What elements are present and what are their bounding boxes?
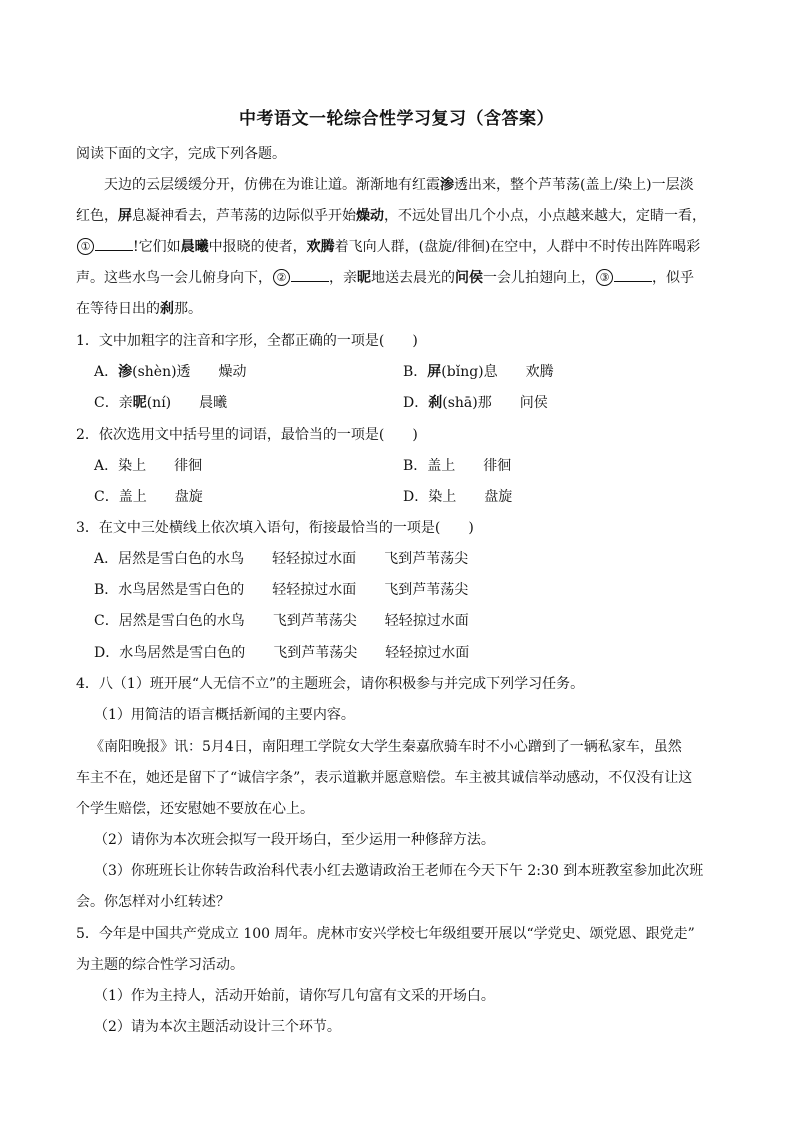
q4-subquestion-2: （2）请你为本次班会拟写一段开场白，至少运用一种修辞方法。 xyxy=(94,832,495,848)
passage-line-2 xyxy=(76,206,706,226)
passage-text: ，不远处冒出几个小点，小点越来越大，定睛一看， xyxy=(384,208,706,224)
q2-option-d: D．染上 盘旋 xyxy=(403,489,513,505)
bold-char: 渗 xyxy=(118,364,133,380)
bold-word: 晨曦 xyxy=(180,239,209,255)
passage-text: ，似乎 xyxy=(652,270,694,286)
passage-text: 中报晓的使者， xyxy=(208,239,307,255)
passage-text: ，亲 xyxy=(329,270,357,286)
q1-option-c xyxy=(94,393,227,413)
bold-char: 屏 xyxy=(427,364,442,380)
passage-line-5 xyxy=(76,299,202,319)
q2-option-a: A．染上 徘徊 xyxy=(94,458,203,474)
bold-char: 刹 xyxy=(160,301,174,317)
intro-instruction: 阅读下面的文字，完成下列各题。 xyxy=(76,146,286,162)
bold-char: 刹 xyxy=(428,395,443,411)
option-label: A． xyxy=(94,364,119,380)
option-text: (shèn)透 燥动 xyxy=(132,364,247,380)
bold-word: 燥动 xyxy=(356,208,384,224)
q3-option-b: B．水鸟居然是雪白色的 轻轻掠过水面 飞到芦苇荡尖 xyxy=(94,582,469,598)
question-5-stem-cont: 为主题的综合性学习活动。 xyxy=(76,957,244,973)
passage-text: 地送去晨光的 xyxy=(371,270,455,286)
passage-text: 着飞向人群，(盘旋/徘徊)在空中，人群中不时传出阵阵喝彩 xyxy=(334,239,701,255)
question-4-stem: 4．八（1）班开展“人无信不立”的主题班会，请你积极参与并完成下列学习任务。 xyxy=(76,676,585,692)
q3-option-c: C．居然是雪白色的水鸟 飞到芦苇荡尖 轻轻掠过水面 xyxy=(94,613,469,629)
q4-news-line-2: 车主不在，她还是留下了“诚信字条”，表示道歉并愿意赔偿。车主被其诚信举动感动，不仅没有让这 xyxy=(76,770,693,786)
question-3-stem: 3．在文中三处横线上依次填入语句，衔接最恰当的一项是( ) xyxy=(76,520,474,536)
bold-char: 渗 xyxy=(440,177,454,193)
passage-line-1 xyxy=(104,175,694,195)
passage-line-4 xyxy=(76,268,694,288)
fill-blank-3 xyxy=(614,269,652,282)
q2-option-c: C．盖上 盘旋 xyxy=(94,489,203,505)
passage-text: 在等待日出的 xyxy=(76,301,160,317)
passage-text: 天边的云层缓缓分开，仿佛在为谁让道。渐渐地有红霞 xyxy=(104,177,440,193)
page-title: 中考语文一轮综合性学习复习（含答案） xyxy=(239,109,554,129)
q4-subquestion-3-cont: 会。你怎样对小红转述？ xyxy=(76,894,230,910)
passage-line-3 xyxy=(76,237,700,257)
q4-subquestion-1: （1）用简洁的语言概括新闻的主要内容。 xyxy=(94,707,355,723)
blank-number-2: ② xyxy=(273,269,290,286)
q3-option-a: A．居然是雪白色的水鸟 轻轻掠过水面 飞到芦苇荡尖 xyxy=(94,551,469,567)
q1-option-a xyxy=(94,362,247,382)
bold-word: 欢腾 xyxy=(306,239,335,255)
q4-news-line-3: 个学生赔偿，还安慰她不要放在心上。 xyxy=(76,801,314,817)
blank-number-3: ③ xyxy=(596,269,613,286)
fill-blank-2 xyxy=(291,269,329,282)
bold-char: 昵 xyxy=(132,395,147,411)
passage-text: !它们如 xyxy=(133,239,181,255)
option-label: B． xyxy=(403,364,428,380)
option-text: (ní) 晨曦 xyxy=(146,395,228,411)
q4-news-line-1: 《南阳晚报》讯：5月4日，南阳理工学院女大学生秦嘉欣骑车时不小心蹭到了一辆私家车，虽然 xyxy=(90,739,682,755)
option-text: (shā)那 问侯 xyxy=(442,395,548,411)
bold-char: 昵 xyxy=(357,270,371,286)
q5-subquestion-1: （1）作为主持人，活动开始前，请你写几句富有文采的开场白。 xyxy=(94,988,495,1004)
question-2-stem: 2．依次选用文中括号里的词语，最恰当的一项是( ) xyxy=(76,427,418,443)
q5-subquestion-2: （2）请为本次主题活动设计三个环节。 xyxy=(94,1019,341,1035)
bold-char: 屏 xyxy=(118,208,132,224)
passage-text: 那。 xyxy=(174,301,202,317)
fill-blank-1 xyxy=(95,238,133,251)
q4-subquestion-3: （3）你班班长让你转告政治科代表小红去邀请政治王老师在今天下午 2:30 到本班教室参加此次班 xyxy=(94,863,704,879)
option-label: C．亲 xyxy=(94,395,133,411)
q1-option-d xyxy=(403,393,548,413)
q3-option-d: D．水鸟居然是雪白色的 飞到芦苇荡尖 轻轻掠过水面 xyxy=(94,645,470,661)
q2-option-b: B．盖上 徘徊 xyxy=(403,458,512,474)
q1-option-b xyxy=(403,362,554,382)
passage-text: 声。这些水鸟一会儿俯身向下， xyxy=(76,270,272,286)
passage-text: 透出来，整个芦苇荡(盖上/染上)一层淡 xyxy=(454,177,694,193)
option-text: (bǐng)息 欢腾 xyxy=(441,364,554,380)
question-1-stem: 1．文中加粗字的注音和字形，全都正确的一项是( ) xyxy=(76,333,418,349)
option-label: D． xyxy=(403,395,429,411)
bold-word: 问侯 xyxy=(455,270,483,286)
blank-number-1: ① xyxy=(77,238,94,255)
passage-text: 息凝神看去，芦苇荡的边际似乎开始 xyxy=(132,208,356,224)
passage-text: 红色， xyxy=(76,208,118,224)
passage-text: 一会儿拍翅向上， xyxy=(483,270,595,286)
question-5-stem: 5．今年是中国共产党成立 100 周年。虎林市安兴学校七年级组要开展以“学党史、颂党恩、跟党走” xyxy=(76,926,695,942)
